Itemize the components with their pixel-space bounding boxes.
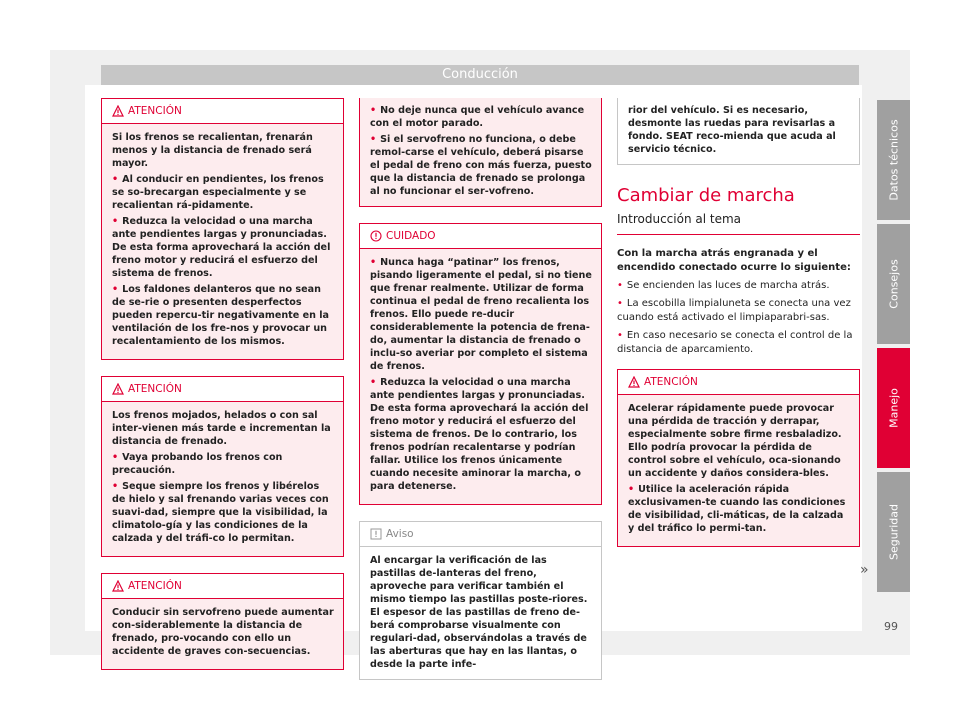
bullet-icon: • — [112, 216, 119, 227]
note-box-continued — [617, 98, 860, 165]
bullet-icon: • — [628, 484, 635, 495]
section-body — [617, 247, 860, 357]
warning-box-3 — [101, 573, 344, 670]
warning-box-4 — [617, 369, 860, 547]
warning-heading: ATENCIÓN — [128, 580, 182, 592]
warning-bullet: No deje nunca que el vehículo avance con el motor parado. — [370, 105, 585, 129]
warning-intro: Los frenos mojados, helados o con sal inter-vienen más tarde e incrementan la distancia de frenado. — [112, 410, 331, 447]
warning-triangle-icon — [112, 580, 124, 592]
warning-bullet: Vaya probando los frenos con precaución. — [112, 452, 283, 476]
column-2 — [359, 98, 602, 696]
warning-box-1 — [101, 98, 344, 360]
caution-box — [359, 223, 602, 505]
body-bullet: La escobilla limpialuneta se conecta una vez cuando está activado el limpiaparabri-sas. — [617, 298, 851, 323]
bullet-icon: • — [112, 284, 119, 295]
info-circle-icon — [370, 230, 382, 242]
bullet-icon: • — [370, 257, 377, 268]
bullet-icon: • — [617, 330, 623, 341]
warning-triangle-icon — [112, 383, 124, 395]
note-icon — [370, 528, 382, 540]
bullet-icon: • — [370, 134, 377, 145]
warning-bullet: Seque siempre los frenos y libérelos de hielo y sal frenando varias veces con suavi-dad, siempre que la visibilidad, la climatolo-gía y las condiciones de la calzada y del tráfi-co lo permitan. — [112, 481, 329, 544]
page-number: 99 — [884, 620, 898, 633]
tab-consejos[interactable] — [877, 224, 910, 344]
tab-label: Consejos — [887, 259, 900, 309]
bullet-icon: • — [617, 298, 623, 309]
caution-bullet: Reduzca la velocidad o una marcha ante pendientes largas y pronunciadas. De esta forma aprovechará la acción del freno motor y reducirá el esfuerzo del sistema de frenos. De lo contrario, los frenos podrían recalentarse y podrían fallar. Utilice los frenos únicamente cuando necesite aminorar la marcha, o para detenerse. — [370, 377, 589, 492]
bullet-icon: • — [370, 105, 377, 116]
warning-bullet: Los faldones delanteros que no sean de se-rie o presenten desperfectos pueden repercu-tir negativamente en la ventilación de los fre-nos y provocar un recalentamiento de los mismos. — [112, 284, 330, 347]
column-3 — [617, 98, 860, 563]
bullet-icon: • — [617, 280, 623, 291]
bullet-icon: • — [112, 452, 119, 463]
warning-intro: Conducir sin servofreno puede aumentar con-siderablemente la distancia de frenado, pro-vocando con ello un accidente de graves con-secuencias. — [112, 607, 334, 657]
body-bullet: En caso necesario se conecta el control de la distancia de aparcamiento. — [617, 330, 853, 355]
warning-triangle-icon — [112, 105, 124, 117]
warning-bullet: Reduzca la velocidad o una marcha ante pendientes largas y pronunciadas. De esta forma aprovechará la acción del freno motor y reducirá el esfuerzo del sistema de frenos. — [112, 216, 331, 279]
note-text: rior del vehículo. Si es necesario, desmonte las ruedas para revisarlas a fondo. SEAT reco-mienda que acuda al servicio técnico. — [628, 105, 836, 155]
warning-bullet: Utilice la aceleración rápida exclusivamen-te cuando las condiciones de visibilidad, cli-máticas, de la calzada y del tráfico lo permi-tan. — [628, 484, 846, 534]
section-title: Cambiar de marcha — [617, 185, 795, 206]
note-heading: Aviso — [386, 528, 414, 540]
warning-heading: ATENCIÓN — [128, 383, 182, 395]
warning-intro: Si los frenos se recalientan, frenarán menos y la distancia de frenado será mayor. — [112, 132, 313, 169]
bullet-icon: • — [112, 174, 119, 185]
caution-bullet: Nunca haga “patinar” los frenos, pisando ligeramente el pedal, si no tiene que frenar realmente. Utilizar de forma continua el pedal de freno recalienta los frenos. Ello puede re-ducir considerablemente la potencia de frena-do, aumentar la distancia de frenado o inclu-so averiar por completo el sistema de frenos. — [370, 257, 592, 372]
warning-box-continued — [359, 98, 602, 207]
tab-label: Seguridad — [887, 504, 900, 560]
note-text: Al encargar la verificación de las pastillas de-lanteras del freno, aproveche para verificar también el mismo tiempo las pastillas poste-riores. El espesor de las pastillas de freno de-berá comprobarse visualmente con regulari-dad, observándolas a través de las aberturas que hay en las llantas, o desde la parte infe- — [370, 555, 588, 670]
note-box — [359, 521, 602, 680]
body-bullet: Se encienden las luces de marcha atrás. — [626, 280, 830, 291]
warning-bullet: Al conducir en pendientes, los frenos se so-brecargan especialmente y se recalientan rá-pidamente. — [112, 174, 324, 211]
bullet-icon: • — [112, 481, 119, 492]
continue-arrow-icon: » — [860, 562, 869, 578]
column-1 — [101, 98, 344, 686]
tab-label: Manejo — [887, 388, 900, 428]
caution-heading: CUIDADO — [386, 230, 436, 242]
warning-bullet: Si el servofreno no funciona, o debe remol-carse el vehículo, deberá pisarse el pedal de freno con más fuerza, puesto que la distancia de frenado se prolonga al no funcionar el ser-vofreno. — [370, 134, 592, 197]
warning-box-2 — [101, 376, 344, 557]
warning-heading: ATENCIÓN — [644, 376, 698, 388]
page-header: Conducción — [101, 65, 859, 85]
warning-heading: ATENCIÓN — [128, 105, 182, 117]
tab-seguridad[interactable] — [877, 472, 910, 592]
tab-manejo[interactable] — [877, 348, 910, 468]
warning-triangle-icon — [628, 376, 640, 388]
warning-intro: Acelerar rápidamente puede provocar una pérdida de tracción y derrapar, especialmente sobre firme resbaladizo. Ello podría provocar la pérdida de control sobre el vehículo, oca-sionando un accidente y daños considera-bles. — [628, 403, 842, 479]
section-subtitle: Introducción al tema — [617, 212, 860, 235]
tab-label: Datos técnicos — [887, 119, 900, 201]
bullet-icon: • — [370, 377, 377, 388]
tab-datos-tecnicos[interactable] — [877, 100, 910, 220]
body-intro: Con la marcha atrás engranada y el encendido conectado ocurre lo siguiente: — [617, 248, 851, 273]
